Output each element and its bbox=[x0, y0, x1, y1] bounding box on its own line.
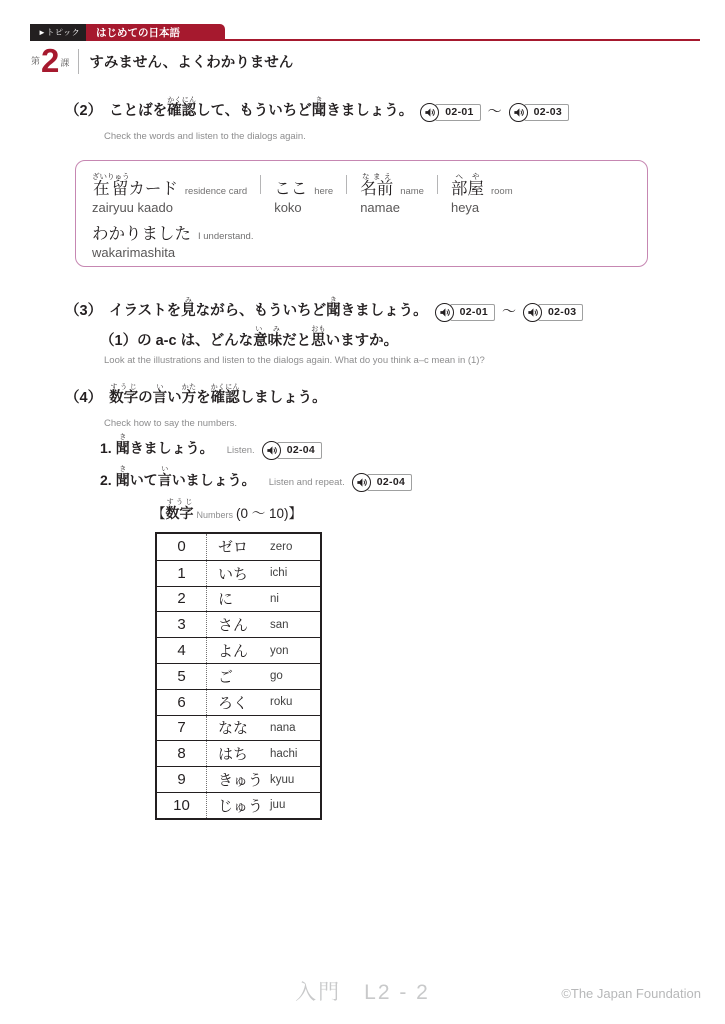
table-row bbox=[157, 766, 320, 792]
section-4-heading bbox=[65, 384, 327, 407]
lesson-number: 2 bbox=[41, 42, 60, 79]
speaker-icon bbox=[352, 473, 371, 492]
range-tilde: ～ bbox=[487, 103, 502, 119]
table-row bbox=[157, 689, 320, 715]
romaji-cell: nana bbox=[270, 721, 296, 734]
table-row bbox=[157, 792, 320, 818]
section-3-subline-text: （1）の a-c は、どんな意味い みだと思おもいますか。 bbox=[100, 326, 399, 349]
audio-track-label: 02-04 bbox=[367, 474, 412, 492]
digit-cell: 7 bbox=[157, 716, 207, 741]
section-3-heading bbox=[65, 297, 583, 322]
step-english: Listen and repeat. bbox=[268, 477, 345, 488]
digit-cell: 1 bbox=[157, 561, 207, 586]
kana-cell: なな bbox=[218, 720, 249, 738]
romaji-cell: ichi bbox=[270, 567, 288, 580]
vocab-word: わかりました bbox=[92, 224, 191, 243]
vocab-item bbox=[451, 172, 513, 215]
kana-cell: ご bbox=[218, 668, 234, 686]
table-title-range: (0 ～ 10) bbox=[236, 506, 289, 521]
vocab-item bbox=[92, 222, 253, 260]
digit-cell: 4 bbox=[157, 638, 207, 663]
lesson-prefix: 第 bbox=[31, 56, 41, 66]
vocab-row bbox=[92, 172, 647, 215]
kana-cell: ゼロ bbox=[218, 539, 249, 557]
lesson-header bbox=[31, 42, 294, 79]
audio-chip bbox=[352, 473, 412, 492]
vocab-romaji: zairyuu kaado bbox=[92, 199, 173, 215]
table-row bbox=[157, 740, 320, 766]
vocab-row bbox=[92, 222, 647, 260]
kana-cell: ろく bbox=[218, 694, 249, 712]
step-number: 2. bbox=[100, 472, 112, 488]
section-4-title: 数字すうじの言いい方かたを確認かくにんしましょう。 bbox=[109, 384, 327, 406]
romaji-cell: kyuu bbox=[270, 773, 295, 786]
section-2-heading bbox=[65, 97, 569, 122]
section-2-label: （2） bbox=[65, 103, 103, 119]
table-title-word: 数字すうじ bbox=[165, 499, 194, 521]
vocab-divider bbox=[346, 175, 347, 194]
kana-cell: きゅう bbox=[218, 772, 264, 790]
table-row bbox=[157, 637, 320, 663]
vocab-gloss: residence card bbox=[184, 186, 248, 197]
vocab-romaji: koko bbox=[274, 199, 302, 215]
vocab-item bbox=[92, 172, 247, 215]
section-4-english: Check how to say the numbers. bbox=[104, 418, 238, 429]
topic-tab bbox=[30, 24, 88, 41]
step-item-1 bbox=[100, 434, 322, 460]
vocab-word: 名前なまえ bbox=[360, 172, 394, 198]
bracket-close: 】 bbox=[288, 506, 303, 521]
section-3-subline bbox=[100, 326, 398, 350]
audio-chip bbox=[523, 303, 583, 322]
lesson-title: すみません、よくわかりません bbox=[89, 55, 294, 72]
section-3-title: イラストを見みながら、もういちど聞ききましょう。 bbox=[109, 297, 428, 319]
audio-chip bbox=[262, 441, 322, 460]
romaji-cell: go bbox=[270, 670, 283, 683]
table-row bbox=[157, 586, 320, 612]
lesson-divider bbox=[78, 49, 79, 74]
audio-track-label: 02-01 bbox=[435, 104, 480, 122]
kana-cell: はち bbox=[218, 746, 249, 764]
vocab-romaji: namae bbox=[360, 199, 400, 215]
step-text: 聞きいて言いいましょう。 bbox=[115, 466, 256, 488]
speaker-icon bbox=[523, 303, 542, 322]
step-number: 1. bbox=[100, 440, 112, 456]
table-row bbox=[157, 534, 320, 560]
kana-cell: さん bbox=[218, 617, 249, 635]
audio-track-label: 02-03 bbox=[538, 304, 583, 322]
audio-track-label: 02-01 bbox=[450, 304, 495, 322]
audio-track-label: 02-03 bbox=[524, 104, 569, 122]
digit-cell: 8 bbox=[157, 741, 207, 766]
speaker-icon bbox=[509, 103, 528, 122]
section-4-label: （4） bbox=[65, 390, 103, 406]
digit-cell: 0 bbox=[157, 534, 207, 560]
topic-tab-label: ►トピック bbox=[38, 28, 81, 37]
table-row bbox=[157, 611, 320, 637]
romaji-cell: ni bbox=[270, 592, 279, 605]
romaji-cell: zero bbox=[270, 540, 293, 553]
vocab-box bbox=[75, 160, 648, 267]
vocab-word: 部屋へや bbox=[450, 172, 484, 198]
kana-cell: いち bbox=[218, 565, 249, 583]
vocab-gloss: here bbox=[314, 186, 334, 197]
kana-cell: じゅう bbox=[218, 797, 264, 815]
digit-cell: 5 bbox=[157, 664, 207, 689]
topic-title-bar bbox=[86, 24, 225, 41]
speaker-icon bbox=[262, 441, 281, 460]
romaji-cell: san bbox=[270, 618, 289, 631]
lesson-suffix: 課 bbox=[60, 58, 70, 68]
numbers-table-title bbox=[152, 499, 302, 522]
audio-chip bbox=[509, 103, 569, 122]
topic-title: はじめての日本語 bbox=[96, 27, 180, 39]
digit-cell: 10 bbox=[157, 793, 207, 818]
speaker-icon bbox=[435, 303, 454, 322]
section-3-english: Look at the illustrations and listen to the dialogs again. What do you think a–c mean in (1)? bbox=[104, 355, 485, 366]
vocab-gloss: I understand. bbox=[198, 230, 254, 242]
romaji-cell: hachi bbox=[270, 747, 298, 760]
vocab-item bbox=[360, 172, 424, 215]
digit-cell: 2 bbox=[157, 587, 207, 612]
section-2-title: ことばを確認かくにんして、もういちど聞ききましょう。 bbox=[109, 97, 414, 119]
kana-cell: に bbox=[218, 591, 234, 609]
range-tilde: ～ bbox=[502, 303, 517, 319]
romaji-cell: yon bbox=[270, 644, 289, 657]
table-row bbox=[157, 560, 320, 586]
numbers-table bbox=[155, 532, 322, 820]
audio-chip bbox=[435, 303, 495, 322]
section-3-label: （3） bbox=[65, 303, 103, 319]
digit-cell: 9 bbox=[157, 767, 207, 792]
digit-cell: 3 bbox=[157, 612, 207, 637]
romaji-cell: roku bbox=[270, 696, 293, 709]
romaji-cell: juu bbox=[270, 799, 286, 812]
vocab-item bbox=[274, 177, 333, 215]
step-text: 聞ききましょう。 bbox=[115, 434, 214, 456]
table-title-sub: Numbers bbox=[196, 510, 234, 520]
vocab-gloss: room bbox=[490, 186, 513, 197]
vocab-romaji: heya bbox=[450, 199, 480, 215]
step-item-2 bbox=[100, 466, 412, 492]
footer-page-label: 入門 L2 - 2 bbox=[295, 981, 430, 1004]
table-row bbox=[157, 663, 320, 689]
audio-chip bbox=[420, 103, 480, 122]
vocab-divider bbox=[260, 175, 261, 194]
vocab-romaji: wakarimashita bbox=[92, 244, 176, 260]
kana-cell: よん bbox=[218, 643, 249, 661]
vocab-divider bbox=[437, 175, 438, 194]
footer-copyright: ©The Japan Foundation bbox=[561, 986, 701, 1001]
table-row bbox=[157, 715, 320, 741]
vocab-gloss: name bbox=[400, 186, 424, 197]
section-2-english: Check the words and listen to the dialogs again. bbox=[104, 131, 306, 142]
digit-cell: 6 bbox=[157, 690, 207, 715]
vocab-word: 在留ざいりゅうカード bbox=[92, 172, 178, 198]
vocab-word: ここ bbox=[274, 180, 308, 198]
bracket-open: 【 bbox=[152, 506, 166, 521]
step-english: Listen. bbox=[226, 445, 255, 456]
audio-track-label: 02-04 bbox=[277, 442, 322, 460]
